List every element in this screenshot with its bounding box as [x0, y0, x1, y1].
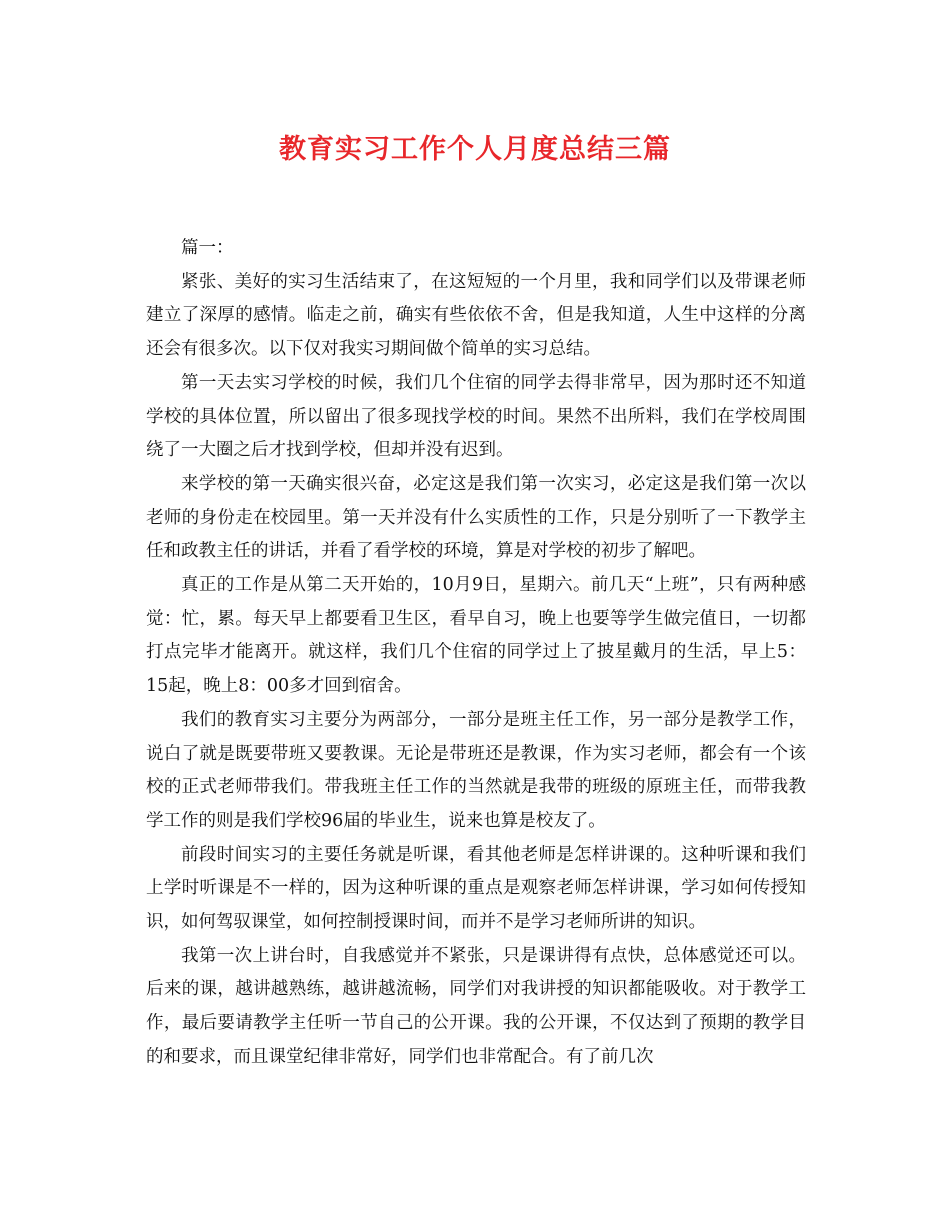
- paragraph: 第一天去实习学校的时候，我们几个住宿的同学去得非常早，因为那时还不知道学校的具体位置，所以留出了很多现找学校的时间。果然不出所料，我们在学校周围绕了一大圈之后才找到学校，但却并没有迟到。: [146, 372, 806, 461]
- document-body: [146, 232, 806, 1075]
- paragraph-section-label: 篇一：: [181, 238, 234, 258]
- paragraph: 来学校的第一天确实很兴奋，必定这是我们第一次实习，必定这是我们第一次以老师的身份走在校园里。第一天并没有什么实质性的工作，只是分别听了一下教学主任和政教主任的讲话，并看了看学校的环境，算是对学校的初步了解吧。: [146, 473, 806, 562]
- paragraph: 真正的工作是从第二天开始的，10月9日，星期六。前几天“上班”，只有两种感觉：忙，累。每天早上都要看卫生区，看早自习，晚上也要等学生做完值日，一切都打点完毕才能离开。就这样，我们几个住宿的同学过上了披星戴月的生活，早上5：15起，晚上8：00多才回到宿舍。: [146, 575, 806, 697]
- paragraph: 我第一次上讲台时，自我感觉并不紧张，只是课讲得有点快，总体感觉还可以。后来的课，越讲越熟练，越讲越流畅，同学们对我讲授的知识都能吸收。对于教学工作，最后要请教学主任听一节自己的公开课。我的公开课，不仅达到了预期的教学目的和要求，而且课堂纪律非常好，同学们也非常配合。有了前几次: [146, 945, 806, 1067]
- paragraph: 我们的教育实习主要分为两部分，一部分是班主任工作，另一部分是教学工作，说白了就是既要带班又要教课。无论是带班还是教课，作为实习老师，都会有一个该校的正式老师带我们。带我班主任工作的当然就是我带的班级的原班主任，而带我教学工作的则是我们学校96届的毕业生，说来也算是校友了。: [146, 709, 806, 831]
- document-title: 教育实习工作个人月度总结三篇: [279, 134, 671, 165]
- paragraph: 紧张、美好的实习生活结束了，在这短短的一个月里，我和同学们以及带课老师建立了深厚的感情。临走之前，确实有些依依不舍，但是我知道，人生中这样的分离还会有很多次。以下仅对我实习期间做个简单的实习总结。: [146, 271, 806, 360]
- paragraph: 前段时间实习的主要任务就是听课，看其他老师是怎样讲课的。这种听课和我们上学时听课是不一样的，因为这种听课的重点是观察老师怎样讲课，学习如何传授知识，如何驾驭课堂，如何控制授课时间，而并不是学习老师所讲的知识。: [146, 844, 806, 933]
